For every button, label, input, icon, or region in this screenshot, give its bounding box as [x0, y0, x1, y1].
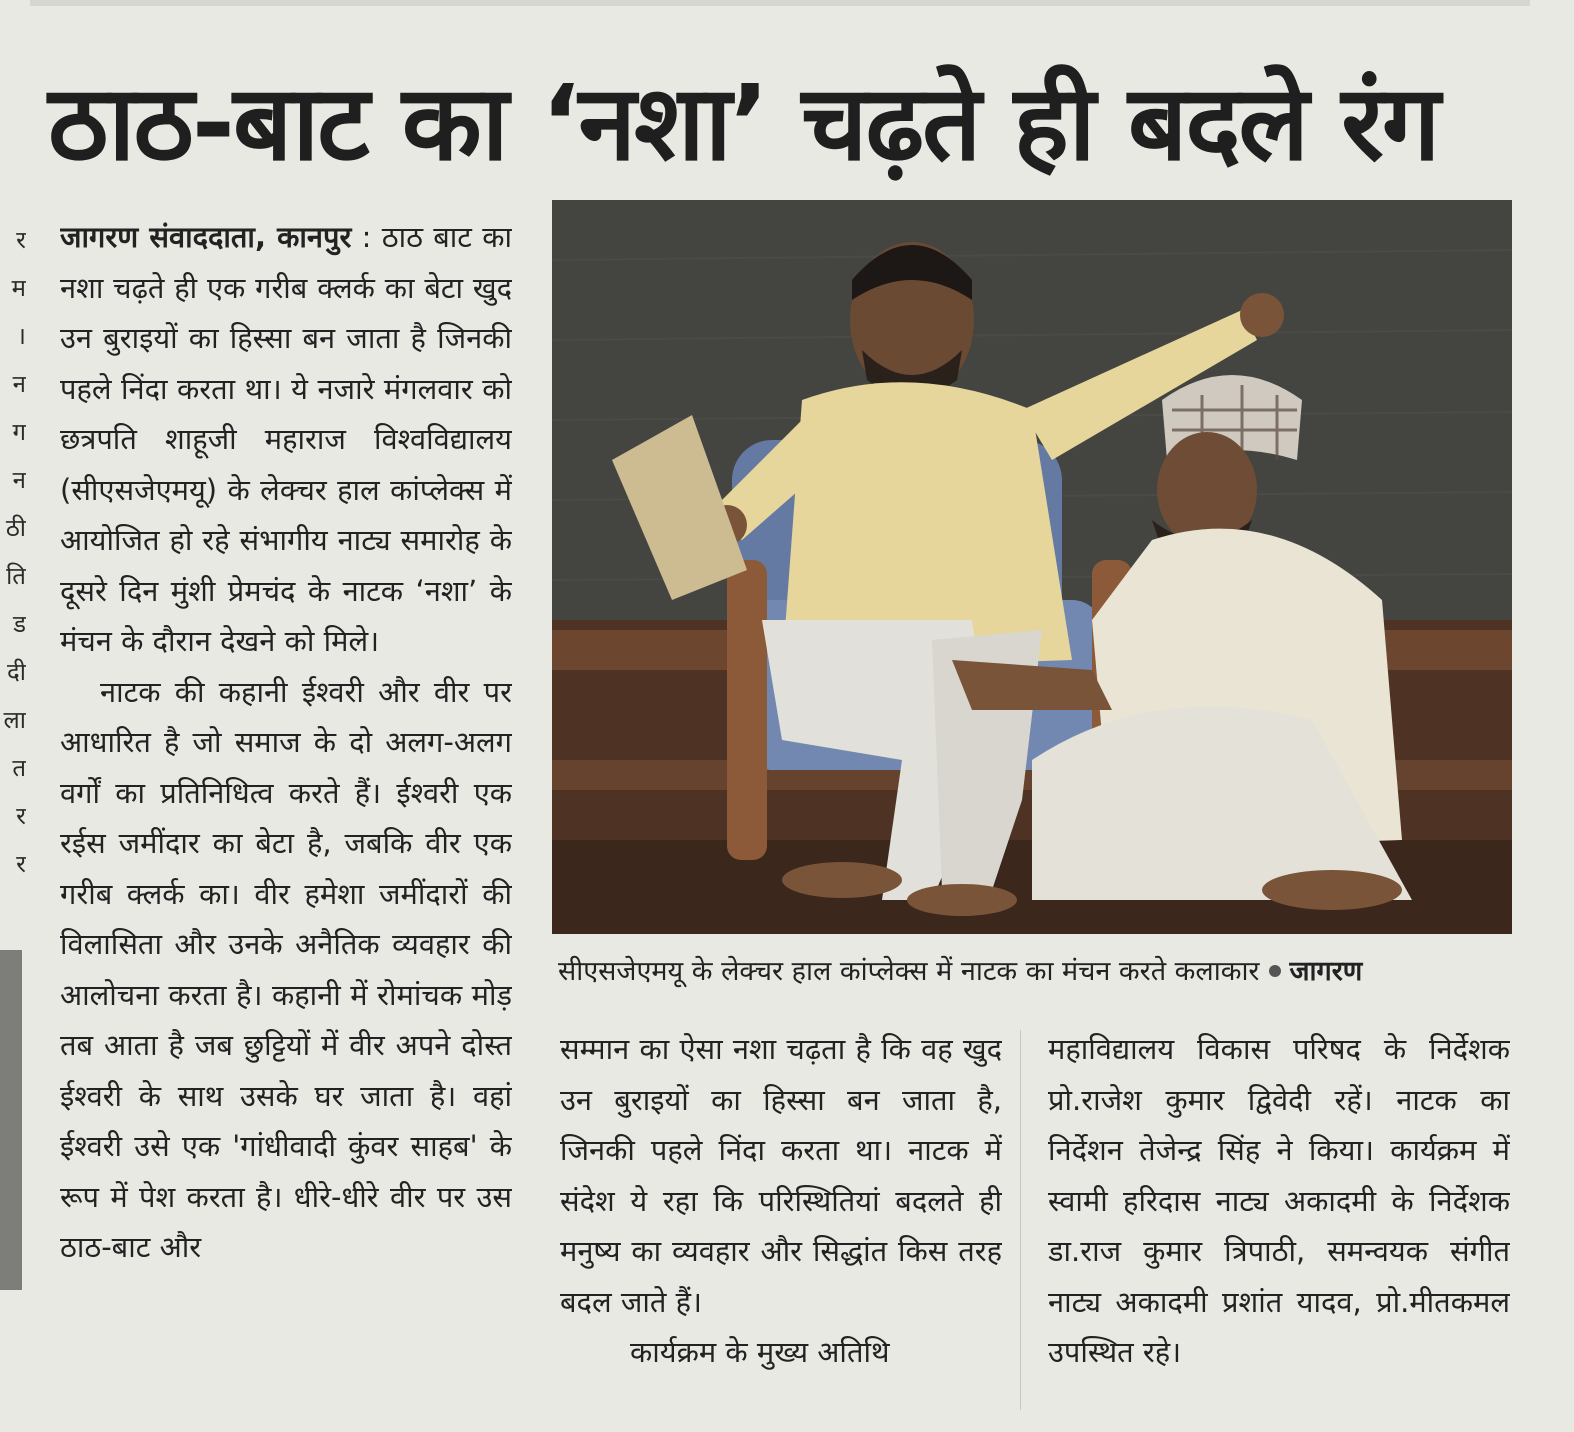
photo-credit: जागरण [1289, 956, 1363, 987]
article-column-2 [560, 1024, 1002, 1414]
adjacent-text-fragment: र [16, 850, 26, 878]
stage-scene-illustration [552, 200, 1512, 934]
adjacent-text-fragment: ला [3, 706, 26, 734]
adjacent-text-fragment: । [16, 322, 26, 350]
headline: ठाठ-बाट का ‘नशा’ चढ़ते ही बदले रंग [48, 62, 1439, 184]
bullet-icon [1269, 965, 1281, 977]
article-column-3 [1048, 1024, 1510, 1414]
adjacent-text-fragment: म [11, 274, 26, 302]
article-paragraph-4: कार्यक्रम के मुख्य अतिथि [630, 1335, 890, 1369]
adjacent-text-fragment: ति [6, 562, 26, 590]
adjacent-text-fragment: दी [7, 658, 26, 686]
dateline: जागरण संवाददाता, कानपुर [60, 220, 352, 254]
adjacent-text-fragment: र [16, 226, 26, 254]
adjacent-text-fragment: ग [12, 418, 26, 446]
adjacent-text-fragment: र [16, 802, 26, 830]
adjacent-text-fragment: न [12, 370, 26, 398]
column-divider [1020, 1030, 1021, 1410]
top-rule [30, 0, 1530, 6]
adjacent-photo-fragment [0, 950, 22, 1290]
adjacent-text-fragment: ठी [5, 514, 26, 542]
adjacent-text-fragment: ड [13, 610, 26, 638]
article-paragraph-2: नाटक की कहानी ईश्वरी और वीर पर आधारित है जो समाज के दो अलग-अलग वर्गों का प्रतिनिधित्व करते हैं। ईश्वरी एक रईस जमींदार का बेटा है, जबकि वीर एक गरीब क्लर्क का। वीर हमेशा जमींदारों की विलासिता और उनके अनैतिक व्यवहार की आलोचना करता है। कहानी में रोमांचक मोड़ तब आता है जब छुट्टियों में वीर अपने दोस्त ईश्वरी के साथ उसके घर जाता है। वहां ईश्वरी उसे एक 'गांधीवादी कुंवर साहब' के रूप में पेश करता है। धीरे-धीरे वीर पर उस ठाठ-बाट और [60, 674, 512, 1264]
article-paragraph-5: महाविद्यालय विकास परिषद के निर्देशक प्रो.राजेश कुमार द्विवेदी रहें। नाटक का निर्देशन तेजेन्द्र सिंह ने किया। कार्यक्रम में स्वामी हरिदास नाट्य अकादमी के निर्देशक डा.राज कुमार त्रिपाठी, समन्वयक संगीत नाट्य अकादमी प्रशांत यादव, प्रो.मीतकमल उपस्थित रहे। [1048, 1032, 1510, 1369]
caption-text: सीएसजेएमयू के लेक्चर हाल कांप्लेक्स में नाटक का मंचन करते कलाकार [558, 956, 1260, 987]
article-column-1 [60, 212, 512, 1412]
article-lead: : ठाठ बाट का नशा चढ़ते ही एक गरीब क्लर्क का बेटा खुद उन बुराइयों का हिस्सा बन जाता है जिनकी पहले निंदा करता था। ये नजारे मंगलवार को छत्रपति शाहूजी महाराज विश्वविद्यालय (सीएसजेएमयू) के लेक्चर हाल कांप्लेक्स में आयोजित हो रहे संभागीय नाट्य समारोह के दूसरे दिन मुंशी प्रेमचंद के नाटक ‘नशा’ के मंचन के दौरान देखने को मिले। [60, 220, 512, 658]
adjacent-text-fragment: न [12, 466, 26, 494]
article-paragraph-3: सम्मान का ऐसा नशा चढ़ता है कि वह खुद उन बुराइयों का हिस्सा बन जाता है, जिनकी पहले निंदा करता था। नाटक में संदेश ये रहा कि परिस्थितियां बदलते ही मनुष्य का व्यवहार और सिद्धांत किस तरह बदल जाते हैं। [560, 1032, 1002, 1319]
article-photo [552, 200, 1512, 934]
adjacent-text-fragment: त [12, 754, 26, 782]
photo-caption [558, 944, 1508, 1000]
adjacent-column-fragment [0, 180, 28, 1380]
